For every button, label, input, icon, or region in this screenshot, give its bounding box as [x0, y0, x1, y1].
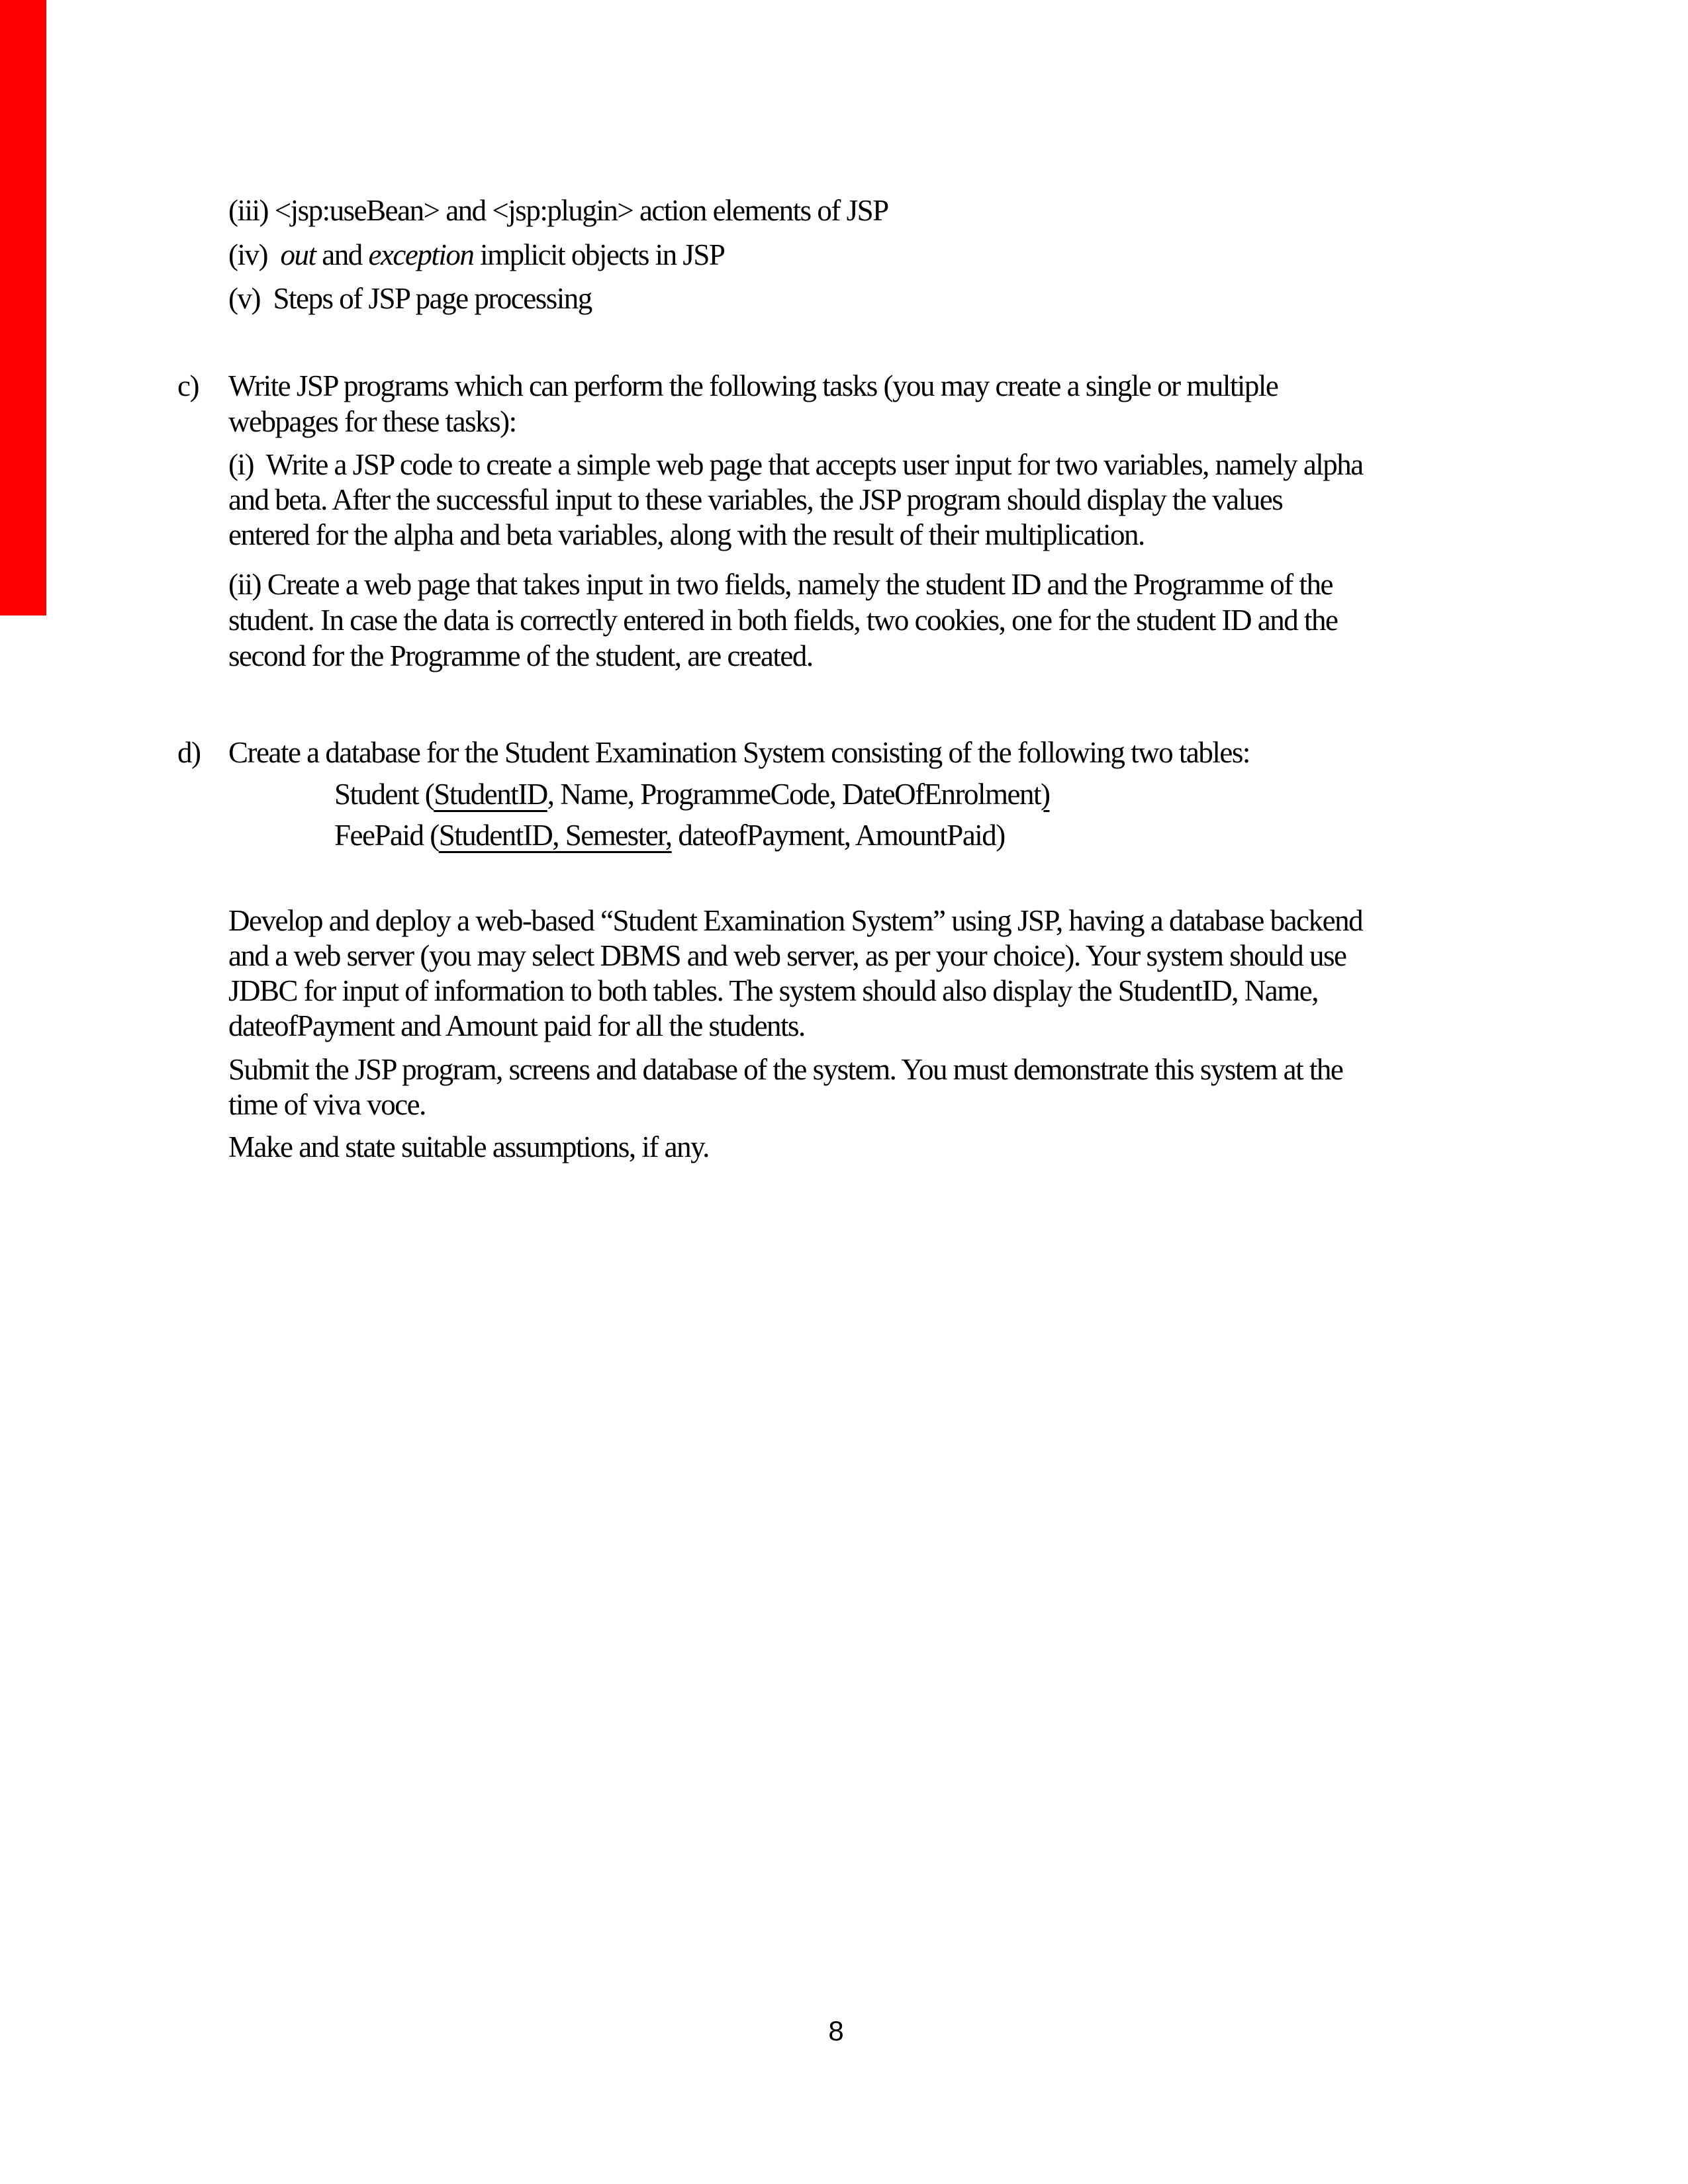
list-item-iv: [228, 238, 724, 273]
section-c-line-1: Write JSP programs which can perform the following tasks (you may create a single or multiple: [228, 369, 1278, 402]
develop-line-3: JDBC for input of information to both tables. The system should also display the StudentID, Name,: [228, 974, 1318, 1007]
task-i-line-1: (i) Write a JSP code to create a simple web page that accepts user input for two variables, namely alpha: [228, 448, 1363, 481]
section-c-line-2: webpages for these tasks):: [228, 405, 516, 438]
section-d-intro: Create a database for the Student Examination System consisting of the following two tables:: [228, 736, 1250, 769]
student-table-close-paren: ): [1041, 778, 1050, 811]
submit-line-2: time of viva voce.: [228, 1088, 426, 1121]
task-ii-line-2: student. In case the data is correctly entered in both fields, two cookies, one for the student ID and the: [228, 604, 1338, 637]
student-table-columns: , Name, ProgrammeCode, DateOfEnrolment: [547, 778, 1041, 811]
submit-line-1: Submit the JSP program, screens and database of the system. You must demonstrate this system at the: [228, 1053, 1343, 1086]
develop-line-1: Develop and deploy a web-based “Student Examination System” using JSP, having a database backend: [228, 904, 1363, 937]
table-def-student: [334, 778, 1050, 812]
section-c-marker: c): [177, 369, 199, 402]
list-item-iv-italic-exception: exception: [368, 238, 474, 271]
task-ii-line-1: (ii) Create a web page that takes input in two fields, namely the student ID and the Programme of the: [228, 568, 1333, 601]
feepaid-table-columns: dateofPayment, AmountPaid): [671, 819, 1005, 852]
feepaid-table-primary-key: StudentID, Semester,: [438, 819, 672, 852]
list-item-iii: (iii) <jsp:useBean> and <jsp:plugin> action elements of JSP: [228, 194, 888, 227]
task-i-line-3: entered for the alpha and beta variables, along with the result of their multiplication.: [228, 518, 1145, 551]
table-def-feepaid: [334, 819, 1005, 853]
student-table-prefix: Student (: [334, 778, 434, 811]
list-item-v: (v) Steps of JSP page processing: [228, 282, 592, 315]
develop-line-4: dateofPayment and Amount paid for all the students.: [228, 1009, 805, 1042]
list-item-iv-prefix: (iv): [228, 238, 281, 271]
section-d-marker: d): [177, 736, 201, 769]
page-number: 8: [828, 2015, 844, 2046]
task-ii-line-3: second for the Programme of the student, are created.: [228, 639, 813, 672]
red-edge-marker: [0, 0, 46, 615]
develop-line-2: and a web server (you may select DBMS and web server, as per your choice). Your system should use: [228, 939, 1346, 972]
assumptions-line: Make and state suitable assumptions, if any.: [228, 1130, 709, 1163]
student-table-primary-key: StudentID: [434, 778, 547, 811]
feepaid-table-prefix: FeePaid (: [334, 819, 439, 852]
list-item-iv-mid: and: [315, 238, 369, 271]
list-item-iv-italic-out: out: [280, 238, 316, 271]
task-i-line-2: and beta. After the successful input to these variables, the JSP program should display the values: [228, 483, 1283, 516]
list-item-iv-suffix: implicit objects in JSP: [473, 238, 725, 271]
